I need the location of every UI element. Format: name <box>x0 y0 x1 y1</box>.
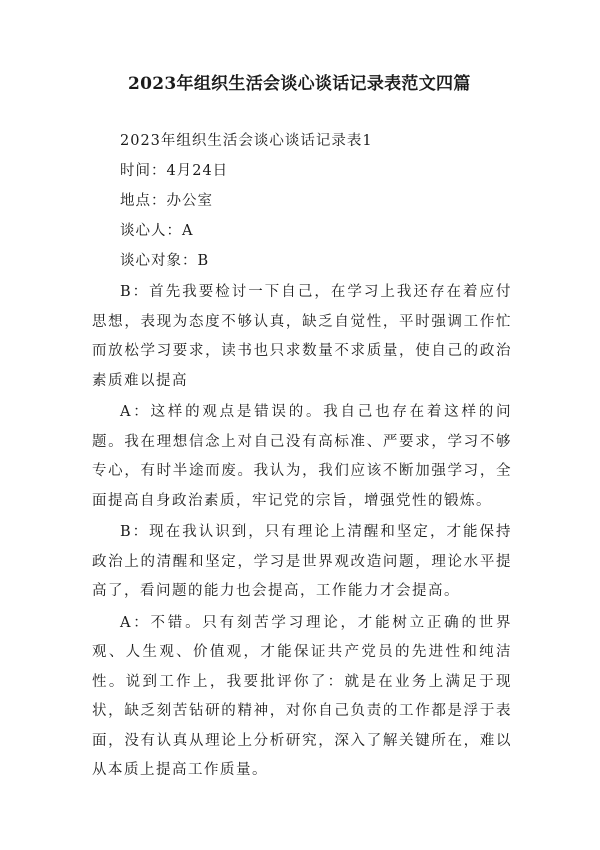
paragraph-b-1: B：首先我要检讨一下自己，在学习上我还存在着应付思想，表现为态度不够认真，缺乏自觉性，平时强调工作忙而放松学习要求，读书也只求数量不求质量，使自己的政治素质难以提高 <box>92 284 512 389</box>
record-time: 时间：4月24日 <box>120 163 229 179</box>
record-meta <box>92 126 512 276</box>
conversation-body <box>92 278 512 786</box>
record-location: 地点：办公室 <box>120 193 213 209</box>
record-interviewer: 谈心人：A <box>120 223 194 239</box>
document-title: 2023年组织生活会谈心谈话记录表范文四篇 <box>128 74 471 94</box>
record-title: 2023年组织生活会谈心谈话记录表1 <box>120 133 373 149</box>
paragraph-a-2: A：不错。只有刻苦学习理论，才能树立正确的世界观、人生观、价值观，才能保证共产党员的先进性和纯洁性。说到工作上，我要批评你了：就是在业务上满足于现状，缺乏刻苦钻研的精神，对你自己负责的工作都是浮于表面，没有认真从理论上分析研究，深入了解关键所在，难以从本质上提高工作质量。 <box>92 614 512 778</box>
paragraph-a-1: A：这样的观点是错误的。我自己也存在着这样的问题。我在理想信念上对自己没有高标准、严要求，学习不够专心，有时半途而废。我认为，我们应该不断加强学习，全面提高自身政治素质，牢记党的宗旨，增强党性的锻炼。 <box>92 404 512 509</box>
record-interviewee: 谈心对象：B <box>120 253 210 269</box>
paragraph-b-2: B：现在我认识到，只有理论上清醒和坚定，才能保持政治上的清醒和坚定，学习是世界观改造问题，理论水平提高了，看问题的能力也会提高，工作能力才会提高。 <box>92 524 512 599</box>
